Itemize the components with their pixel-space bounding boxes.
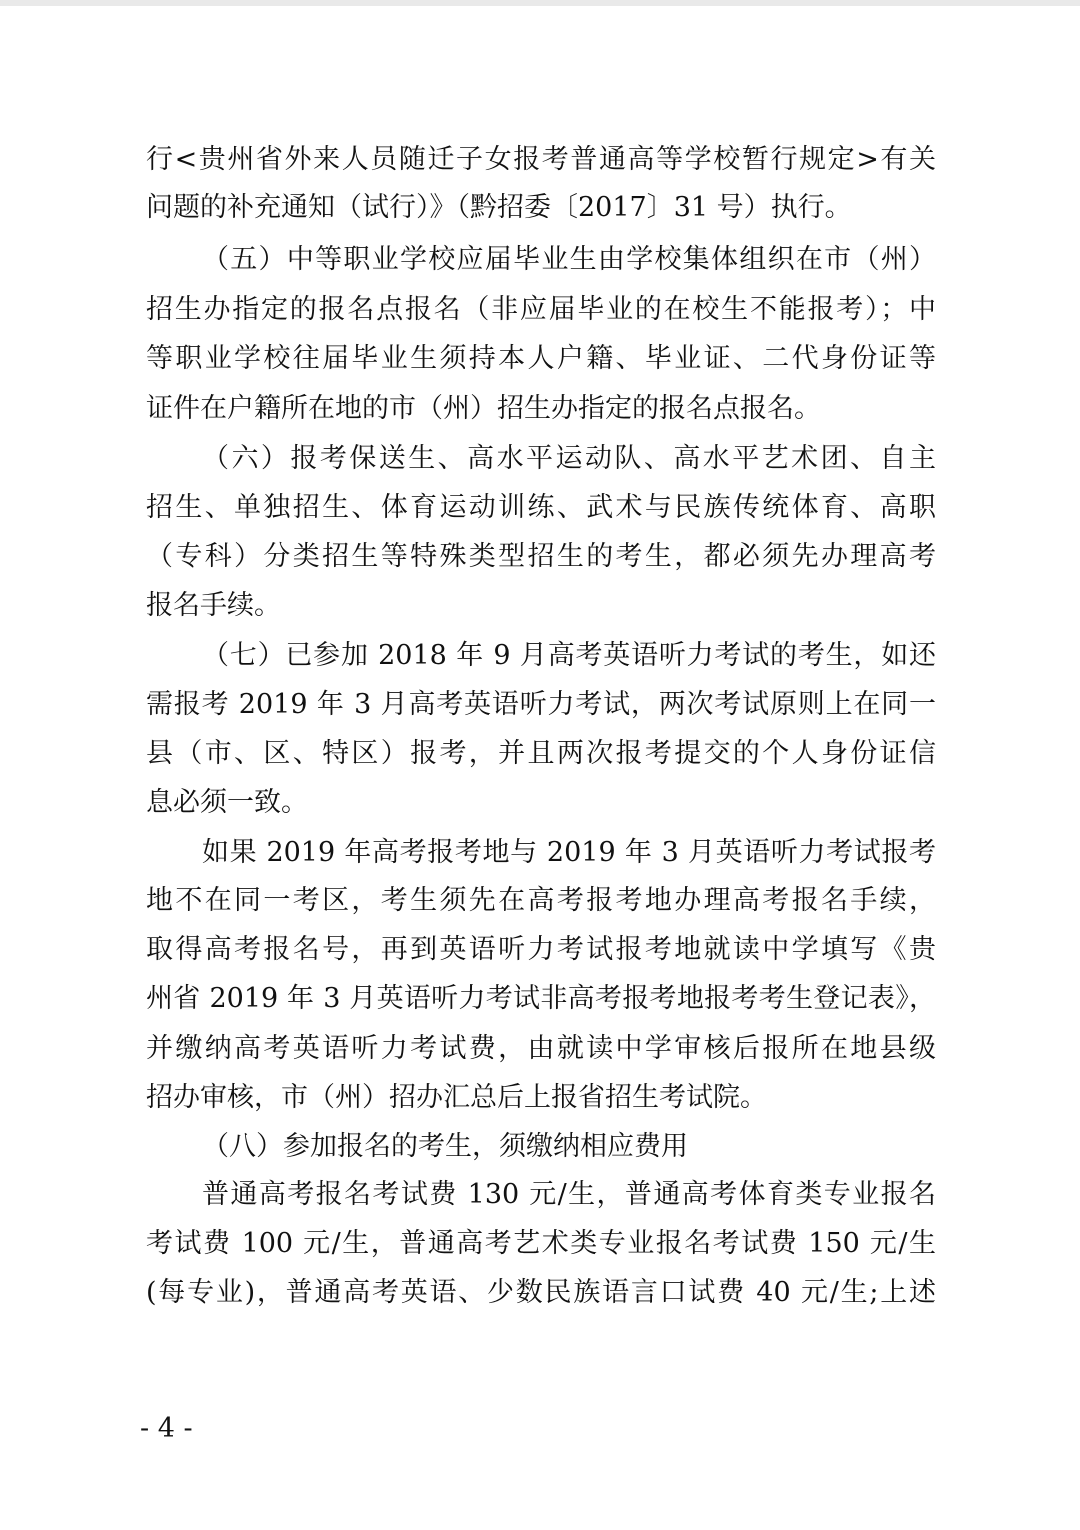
text-line: 等职业学校往届毕业生须持本人户籍、毕业证、二代身份证等 — [146, 343, 936, 374]
text-line: （五）中等职业学校应届毕业生由学校集体组织在市（州） — [202, 244, 936, 275]
text-line: 如果 2019 年高考报考地与 2019 年 3 月英语听力考试报考 — [202, 837, 936, 868]
text-line: 考试费 100 元/生，普通高考艺术类专业报名考试费 150 元/生 — [146, 1228, 936, 1259]
top-border — [0, 0, 1080, 6]
text-line: 县（市、区、特区）报考，并且两次报考提交的个人身份证信 — [146, 738, 936, 769]
text-line: 问题的补充通知（试行）》（黔招委〔2017〕31 号）执行。 — [146, 192, 852, 223]
text-line: (每专业)，普通高考英语、少数民族语言口试费 40 元/生;上述 — [146, 1277, 936, 1308]
text-line: （专科）分类招生等特殊类型招生的考生，都必须先办理高考 — [146, 541, 936, 572]
text-line: 行<贵州省外来人员随迁子女报考普通高等学校暂行规定>有关 — [146, 144, 936, 175]
text-line: 需报考 2019 年 3 月高考英语听力考试，两次考试原则上在同一 — [146, 689, 936, 720]
text-line: 报名手续。 — [146, 590, 281, 621]
text-line: 招生办指定的报名点报名（非应届毕业的在校生不能报考）；中 — [146, 294, 936, 325]
text-line: 州省 2019 年 3 月英语听力考试非高考报考地报考考生登记表》， — [146, 983, 936, 1014]
text-line: 招生、单独招生、体育运动训练、武术与民族传统体育、高职 — [146, 492, 936, 523]
page-number: - 4 - — [140, 1413, 193, 1444]
text-line: 招办审核，市（州）招办汇总后上报省招生考试院。 — [146, 1082, 767, 1113]
text-line: 并缴纳高考英语听力考试费，由就读中学审核后报所在地县级 — [146, 1033, 936, 1064]
text-line: 取得高考报名号，再到英语听力考试报考地就读中学填写《贵 — [146, 934, 936, 965]
text-line: 息必须一致。 — [146, 787, 308, 818]
text-line: 证件在户籍所在地的市（州）招生办指定的报名点报名。 — [146, 393, 821, 424]
text-line: 普通高考报名考试费 130 元/生，普通高考体育类专业报名 — [202, 1179, 936, 1210]
text-line: （六）报考保送生、高水平运动队、高水平艺术团、自主 — [202, 443, 936, 474]
text-line: （八）参加报名的考生，须缴纳相应费用 — [202, 1131, 688, 1162]
text-line: （七）已参加 2018 年 9 月高考英语听力考试的考生，如还 — [202, 640, 936, 671]
text-line: 地不在同一考区，考生须先在高考报考地办理高考报名手续， — [146, 885, 936, 916]
